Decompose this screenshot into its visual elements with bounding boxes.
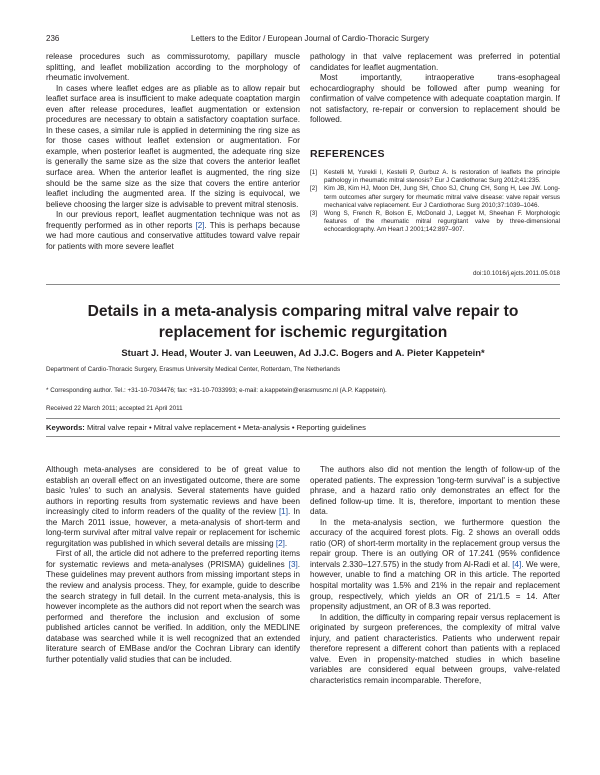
- paragraph: Most importantly, intraoperative trans-esophageal echocardiography should be followed after pump weaning for confirmation of valve competence with adequate coaptation margin. If not satisfactory, re-repair or conversion to replacement should be followed.: [310, 73, 560, 125]
- article-title: Details in a meta-analysis comparing mitral valve repair to replacement for ischemic regurgitation: [87, 303, 519, 341]
- correspondence: * Corresponding author. Tel.: +31-10-7034476; fax: +31-10-7033993; e-mail: a.kappetein@erasmusmc.nl (A.P. Kappetein).: [46, 387, 387, 394]
- section-divider: [46, 284, 560, 285]
- paragraph: The authors also did not mention the length of follow-up of the operated patients. The expression 'long-term survival' is a subjective phrase, and a hazard ratio only demonstrates an effect for the defined follow-up time. It is, therefore, important to mention these data.: [310, 465, 560, 517]
- citation-link[interactable]: [1]: [278, 507, 288, 517]
- keywords: Keywords: Mitral valve repair • Mitral valve replacement • Meta-analysis • Reporting guidelines: [46, 423, 366, 432]
- citation-link[interactable]: [3]: [288, 559, 298, 569]
- reference-item: [1] Kestelli M, Yurekli I, Kestelli P, Gurbuz A. Is restoration of leaflets the principle pathology in rheumatic mitral stenosis? Eur J Cardiothorac Surg 2012;41:235.: [310, 169, 560, 185]
- paragraph: release procedures such as commissurotomy, papillary muscle splitting, and leaflet mobilization according to the morphology of rheumatic involvement.: [46, 52, 300, 83]
- paragraph: pathology in that valve replacement was preferred in potential candidates for leaflet augmentation.: [310, 52, 560, 72]
- doi: doi:10.1016/j.ejcts.2011.05.018: [472, 270, 560, 277]
- citation-link[interactable]: [2]: [195, 220, 205, 230]
- running-header: Letters to the Editor / European Journal of Cardio-Thoracic Surgery: [191, 34, 429, 43]
- top-right-column: [310, 52, 560, 126]
- paragraph: In the meta-analysis section, we furthermore question the accuracy of the acquired forest plots. Fig. 2 shows an overall odds ratio (OR) of short-term mortality in the replacement group versus the repair group. There is an outlying OR of 17.241 (95% confidence intervals 2.330–127.575) in the study from Al-Radi et al. [4]. We were, however, unable to find a matching OR in this article. The reported hospital mortality was 1.5% and 21% in the repair and replacement group, respectively, which yields an OR of 21/1.5 = 14. After propensity adjustment, an OR of 8.3 was reported.: [310, 517, 560, 612]
- paragraph: In our previous report, leaflet augmentation technique was not as frequently performed as in other reports [2]. This is perhaps because we had more cautious and conservative attitudes toward valve repair for patients with more severe leaflet: [46, 210, 300, 251]
- keywords-bottom-rule: [46, 436, 560, 437]
- affiliation: Department of Cardio-Thoracic Surgery, Erasmus University Medical Center, Rotterdam, The Netherlands: [46, 366, 341, 373]
- citation-link[interactable]: [4]: [512, 559, 522, 569]
- page-number: 236: [46, 34, 60, 43]
- paragraph: In addition, the difficulty in comparing repair versus replacement is originated by surgeon preferences, the complexity of mitral valve injury, and patient characteristics. Patients who underwent repair therefore represent a different cohort than patients with a replaced valve. Even in propensity-matched studies in which baseline variables are considered equal between groups, valve-related characteristics remain incomparable. Therefore,: [310, 612, 560, 685]
- keywords-top-rule: [46, 418, 560, 419]
- body-right-column: [310, 465, 560, 686]
- reference-item: [2] Kim JB, Kim HJ, Moon DH, Jung SH, Choo SJ, Chung CH, Song H, Lee JW. Long-term outcomes after surgery for rheumatic mitral valve disease: valve repair versus mechanical valve replacement. Eur J Cardiothorac Surg 2010;37:1039–1046.: [310, 185, 560, 209]
- authors: Stuart J. Head, Wouter J. van Leeuwen, Ad J.J.C. Bogers and A. Pieter Kappetein*: [121, 347, 485, 358]
- paragraph: First of all, the article did not adhere to the preferred reporting items for systematic reviews and meta-analyses (PRISMA) guidelines [3]. These guidelines may prevent authors from missing important steps in the review and analysis process. They, for example, guide to describe the search strategy in full detail. In the current meta-analysis, this is however incomplete as the authors did not report when the search was performed and therefore the inclusion and exclusion of some published articles cannot be verified. In addition, only the MEDLINE database was searched while it is well recognized that an extended literature search of EMBase and/or the Cochran Library can identify further potentially valid studies that can be included.: [46, 549, 300, 664]
- references-list: [310, 169, 560, 235]
- citation-link[interactable]: [2]: [275, 538, 285, 548]
- paragraph: In cases where leaflet edges are as pliable as to allow repair but leaflet surface area is insufficient to make adequate coaptation margin even after release procedures, leaflet augmentation or extension procedures are necessary to obtain a satisfactory coaptation surface. In these cases, a similar rule is applied in determining the ring size as for those cases without leaflet extension or augmentation. For example, when posterior leaflet is augmented, the adequate ring size is generally the same size as the size that covers the anterior leaflet surface area. When the anterior leaflet is augmented, the ring size should be the same size as the size that covers the entire anterior leaflet including the augmented area. If the sizing is equivocal, we believe choosing the larger size is advisable to prevent mitral stenosis.: [46, 83, 300, 209]
- paragraph: Although meta-analyses are considered to be of great value to establish an overall effect on an investigated outcome, there are some basic 'rules' to such an analysis. Several statements have guided authors in reporting results from systematic reviews and have been increasingly cited to inform readers of the quality of the review [1]. In the March 2011 issue, however, a meta-analysis of short-term and long-term survival after mitral valve repair or replacement for ischemic regurgitation was published in which several details are missing [2].: [46, 465, 300, 548]
- references-heading: REFERENCES: [310, 148, 385, 160]
- reference-item: [3] Wong S, French R, Bolson E, McDonald J, Legget M, Sheehan F. Morphologic features of the rheumatic mitral regurgitant valve by three-dimensional echocardiography. Am Heart J 2001;142:897–907.: [310, 210, 560, 234]
- received-dates: Received 22 March 2011; accepted 21 April 2011: [46, 405, 183, 412]
- body-left-column: [46, 465, 300, 665]
- top-left-column: [46, 52, 300, 252]
